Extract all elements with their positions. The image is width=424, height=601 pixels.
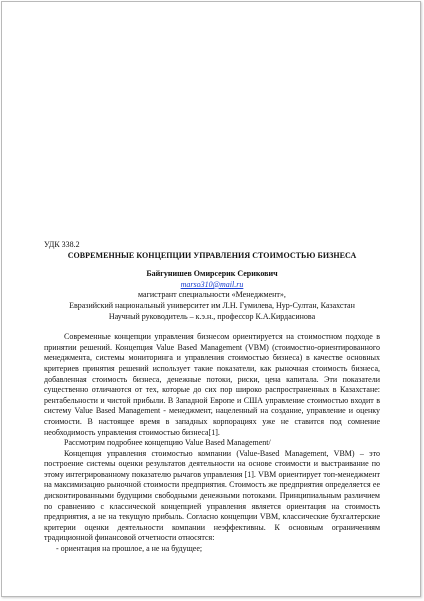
author-supervisor: Научный руководитель – к.э.н., профессор К.А.Кирдасинова [108, 311, 316, 321]
paragraph: Современные концепции управления бизнесом ориентируется на стоимостном подходе в принятии решений. Концепция Value Based Management (VBM) (стоимостно-ориентированного менеджмента, системы мониторинга и управления стоимостью бизнеса) в качестве основных критериев принятия решений использует такие показатели, как рыночная стоимость бизнеса, добавленная стоимость бизнеса, денежные потоки, риски, цена капитала. Эти показатели существенно отличаются от тех, которые до сих пор широко распространенных в Казахстане: рентабельности и чистой прибыли. В Западной Европе и США управление стоимостью входит в систему Value Based Management - менеджмент, нацеленный на создание, управление и оценку стоимости. В настоящее время в западных корпорациях уже не ставится под сомнение необходимость управления стоимостью бизнеса[1]. [44, 332, 380, 437]
article-body [44, 332, 380, 554]
author-affiliation: Евразийский национальный университет им Л.Н. Гумилева, Нур-Султан, Казахстан [69, 300, 355, 310]
document-page [1, 1, 421, 597]
article-title: СОВРЕМЕННЫЕ КОНЦЕПЦИИ УПРАВЛЕНИЯ СТОИМОСТЬЮ БИЗНЕСА [67, 250, 357, 260]
author-email-link[interactable]: marso310@mail.ru [180, 279, 244, 289]
article-content [44, 240, 380, 555]
udk-code: УДК 338.2 [44, 240, 80, 249]
paragraph: Рассмотрим подробнее концепцию Value Based Management/ [64, 438, 271, 448]
author-name: Байгунишев Омирсерик Серикович [146, 269, 278, 279]
list-item: - ориентация на прошлое, а не на будущее; [56, 544, 203, 554]
author-position: магистрант специальности «Менеджмент», [138, 290, 286, 300]
paragraph: Концепция управления стоимостью компании (Value-Based Management, VBM) – это построение системы оценки результатов деятельности на основе стоимости и выстраивание по этому интегрированному показателю рычагов управления [1]. VBM ориентирует топ-менеджмент на максимизацию рыночной стоимости предприятия. Стоимость же предприятия определяется ее дисконтированными будущими свободными денежными потоками. Принципиальным различием по сравнению с классической концепцией управления является ориентация на стоимость предприятия, а не на текущую прибыль. Согласно концепции VBM, классические бухгалтерские критерии оценки деятельности компании неэффективны. К основным ограничениям традиционной финансовой отчетности относятся: [44, 448, 380, 543]
author-block [44, 269, 380, 322]
